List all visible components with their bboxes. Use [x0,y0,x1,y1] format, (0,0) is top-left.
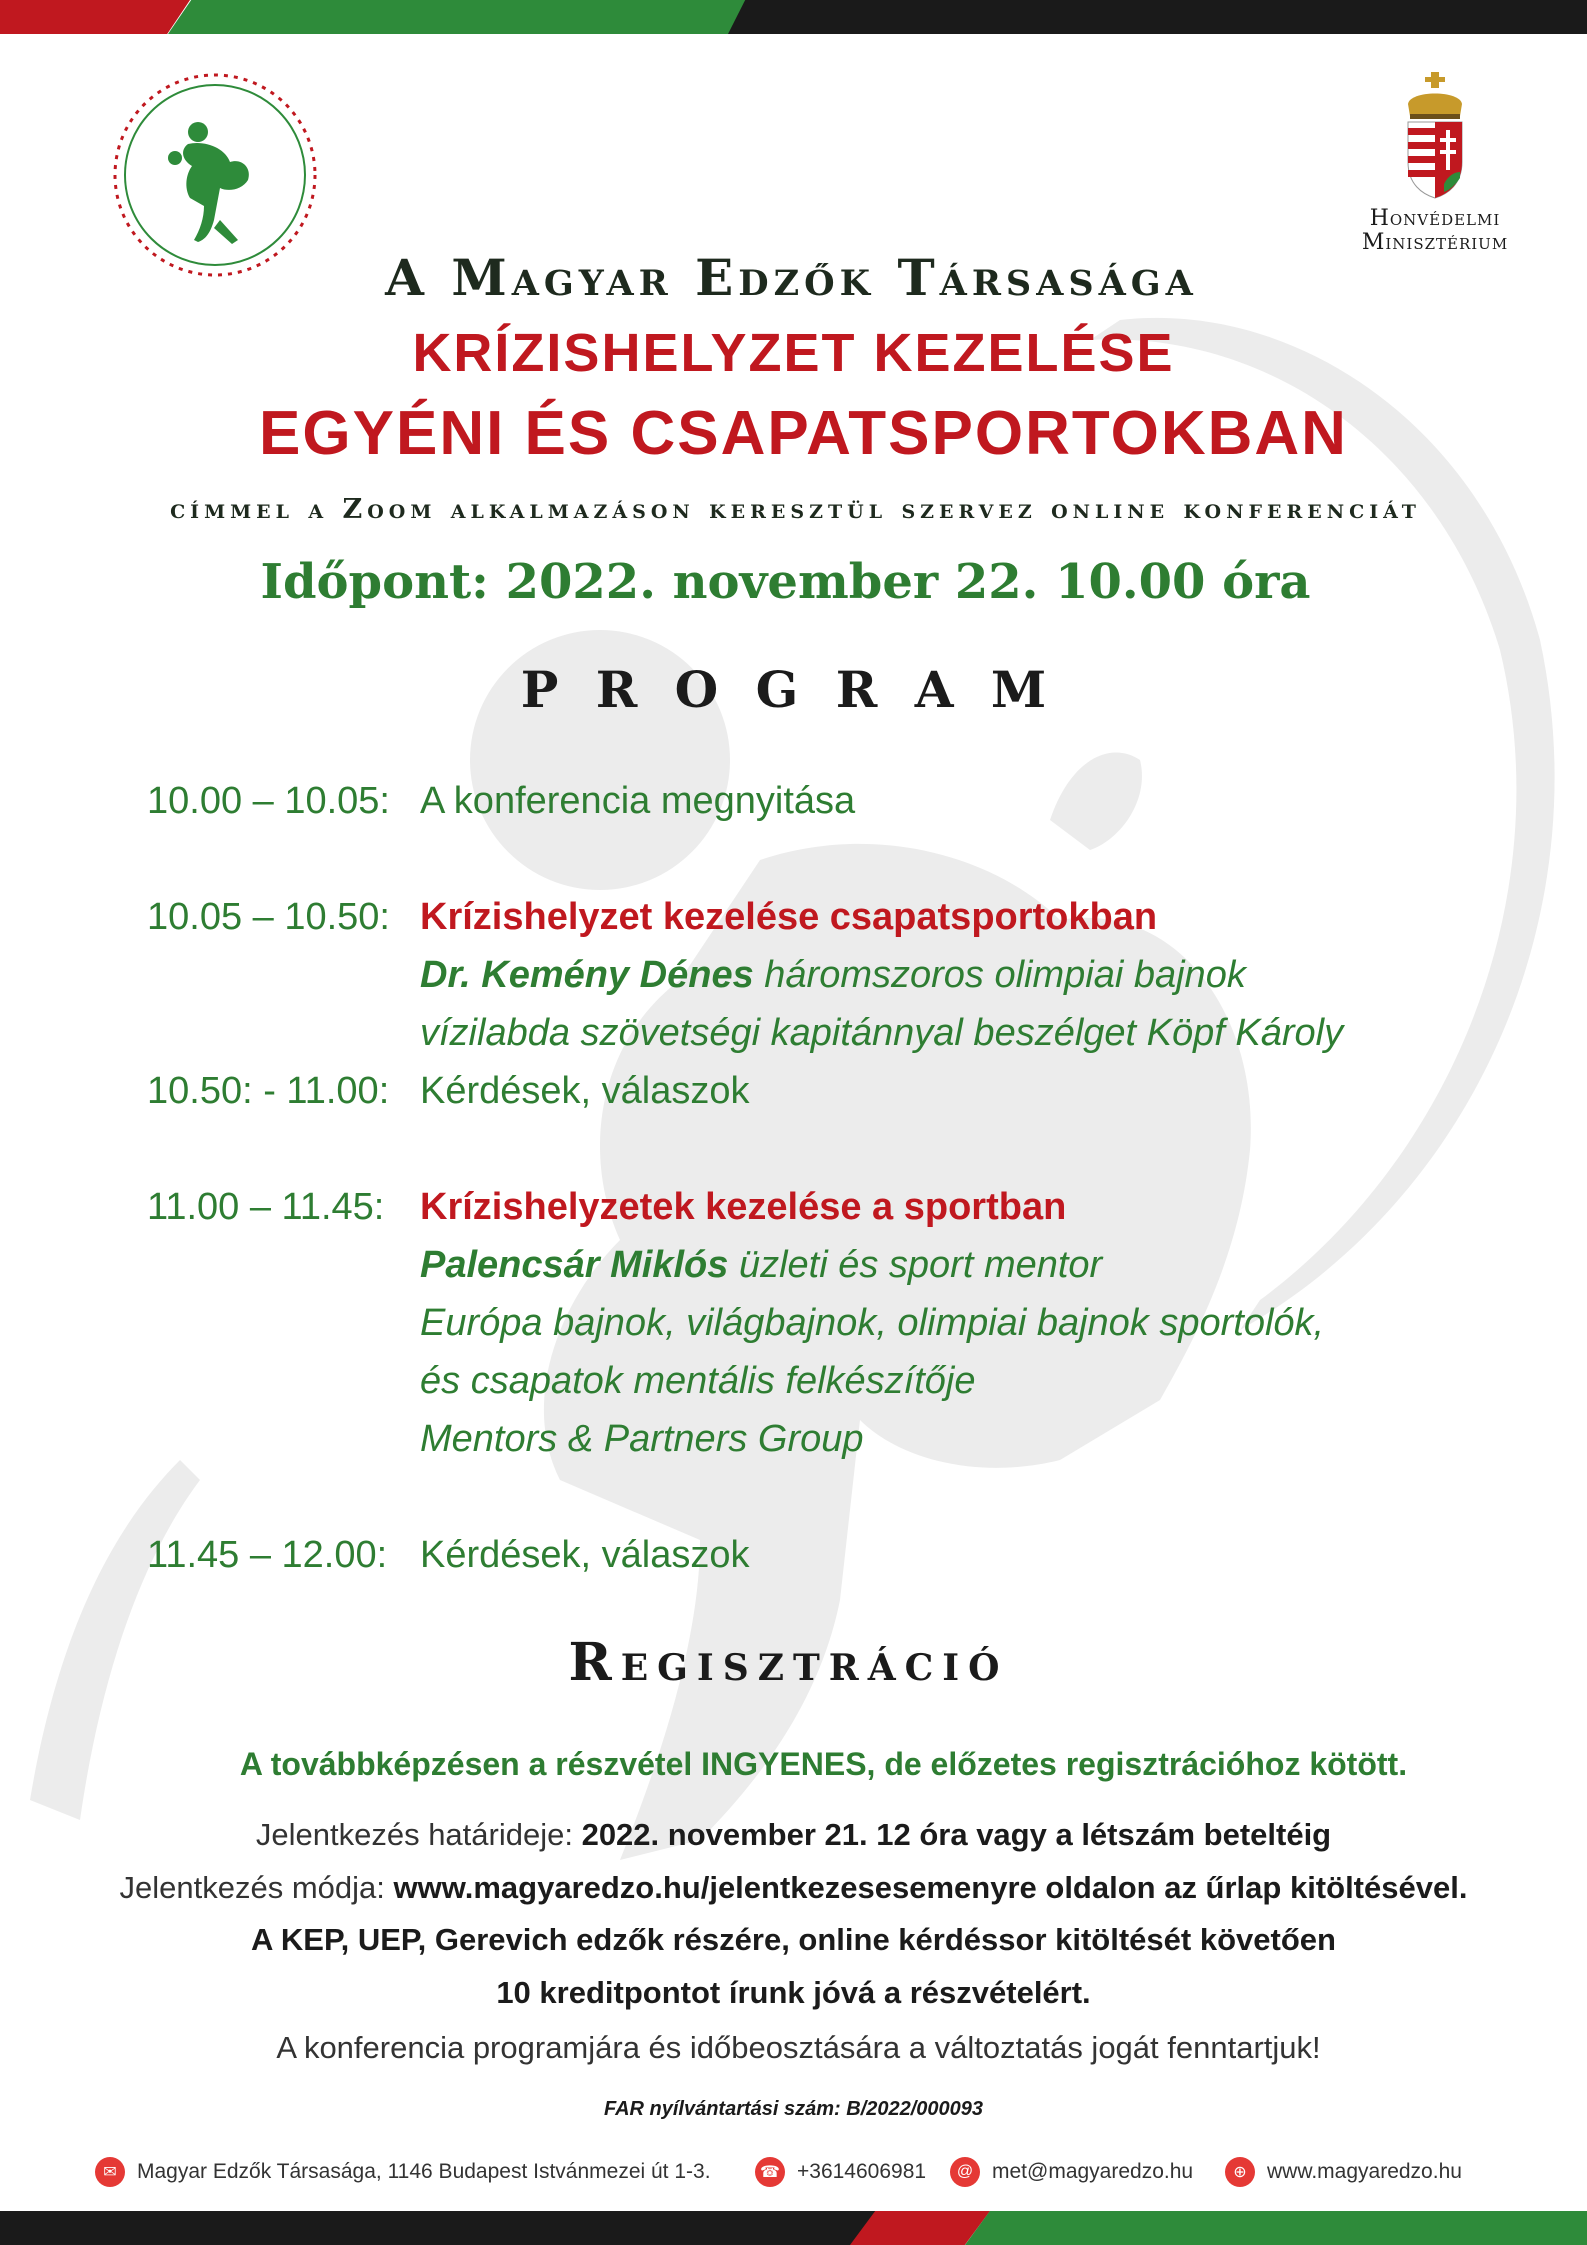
footer-phone[interactable] [755,2152,926,2192]
registration-free-notice: A továbbképzésen a részvétel INGYENES, de előzetes regisztrációhoz kötött. [239,1746,1408,1782]
program-heading: P R O G R A M [520,660,1057,719]
program-time-3: 10.50: - 11.00: [147,1070,390,1112]
organizer-heading: A Magyar Edzők Társasága [385,248,1198,307]
event-date: Időpont: 2022. november 22. 10.00 óra [260,554,1311,610]
program-text-1: A konferencia megnyitása [420,780,856,822]
program-change-note: A konferencia programjára és időbeosztására a változtatás jogát fenntartjuk! [276,2030,1321,2065]
program-speaker-2: Dr. Kemény Dénes [420,954,754,996]
footer-web-text: www.magyaredzo.hu [1267,2160,1462,2183]
honvedelmi-miniszterium-logo [1330,72,1540,262]
event-title-line1: KRÍZISHELYZET KEZELÉSE [412,323,1175,383]
mail-icon: ✉ [95,2157,125,2187]
program-desc-4a: üzleti és sport mentor [728,1244,1103,1286]
footer-email[interactable] [950,2152,1193,2192]
footer-email-text: met@magyaredzo.hu [992,2160,1194,2183]
ministry-name-line2: Minisztérium [1361,230,1509,255]
program-text-5: Kérdések, válaszok [420,1534,750,1576]
bottom-stripe-green [965,2211,1587,2245]
program-title-2: Krízishelyzet kezelése csapatsportokban [420,896,1158,938]
program-desc-4d: Mentors & Partners Group [420,1418,864,1460]
bottom-stripe-black [0,2211,880,2245]
footer-web[interactable] [1225,2152,1462,2192]
credit-line-1: A KEP, UEP, Gerevich edzők részére, online kérdéssor kitöltését követően [251,1922,1336,1957]
footer-address-text: Magyar Edzők Társasága, 1146 Budapest Istvánmezei út 1-3. [137,2160,711,2183]
program-time-5: 11.45 – 12.00: [147,1534,388,1576]
program-speaker-4: Palencsár Miklós [420,1244,729,1286]
at-icon: @ [950,2157,980,2187]
deadline-value: 2022. november 21. 12 óra vagy a létszám beteltéig [581,1817,1332,1852]
program-desc-4c: és csapatok mentális felkészítője [420,1360,976,1402]
program-speaker-line-2 [420,954,1246,997]
program-desc-2b: vízilabda szövetségi kapitánnyal beszélget Köpf Károly [420,1012,1344,1054]
event-title-line2: EGYÉNI ÉS CSAPATSPORTOKBAN [259,399,1348,468]
phone-icon: ☎ [755,2157,785,2187]
ministry-name-line1: Honvédelmi [1369,206,1501,231]
program-text-3: Kérdések, válaszok [420,1070,750,1112]
globe-icon: ⊕ [1225,2157,1255,2187]
registration-heading: Regisztráció [568,1632,1009,1693]
hungarian-coat-of-arms-icon [1400,72,1470,202]
registration-deadline [0,1817,1587,1853]
credit-line-2: 10 kreditpontot írunk jóvá a részvételért. [496,1975,1091,2010]
registration-link[interactable]: www.magyaredzo.hu/jelentkezesesemenyre oldalon az űrlap kitöltésével. [393,1870,1468,1905]
program-speaker-line-4 [420,1244,1102,1287]
program-time-2: 10.05 – 10.50: [147,896,390,938]
program-desc-2a: háromszoros olimpiai bajnok [753,954,1246,996]
method-label: Jelentkezés módja: [119,1870,394,1905]
far-registration-number: FAR nyílvántartási szám: B/2022/000093 [603,2098,984,2120]
registration-method [0,1870,1587,1906]
program-time-4: 11.00 – 11.45: [147,1186,385,1228]
footer-phone-text: +3614606981 [797,2160,927,2183]
footer-address [95,2152,711,2192]
program-time-1: 10.00 – 10.05: [147,780,390,822]
event-subtitle: címmel a Zoom alkalmazáson keresztül szervez online konferenciát [170,494,1421,525]
program-desc-4b: Európa bajnok, világbajnok, olimpiai bajnok sportolók, [420,1302,1325,1344]
program-title-4: Krízishelyzetek kezelése a sportban [420,1186,1067,1228]
deadline-label: Jelentkezés határideje: [255,1817,582,1852]
